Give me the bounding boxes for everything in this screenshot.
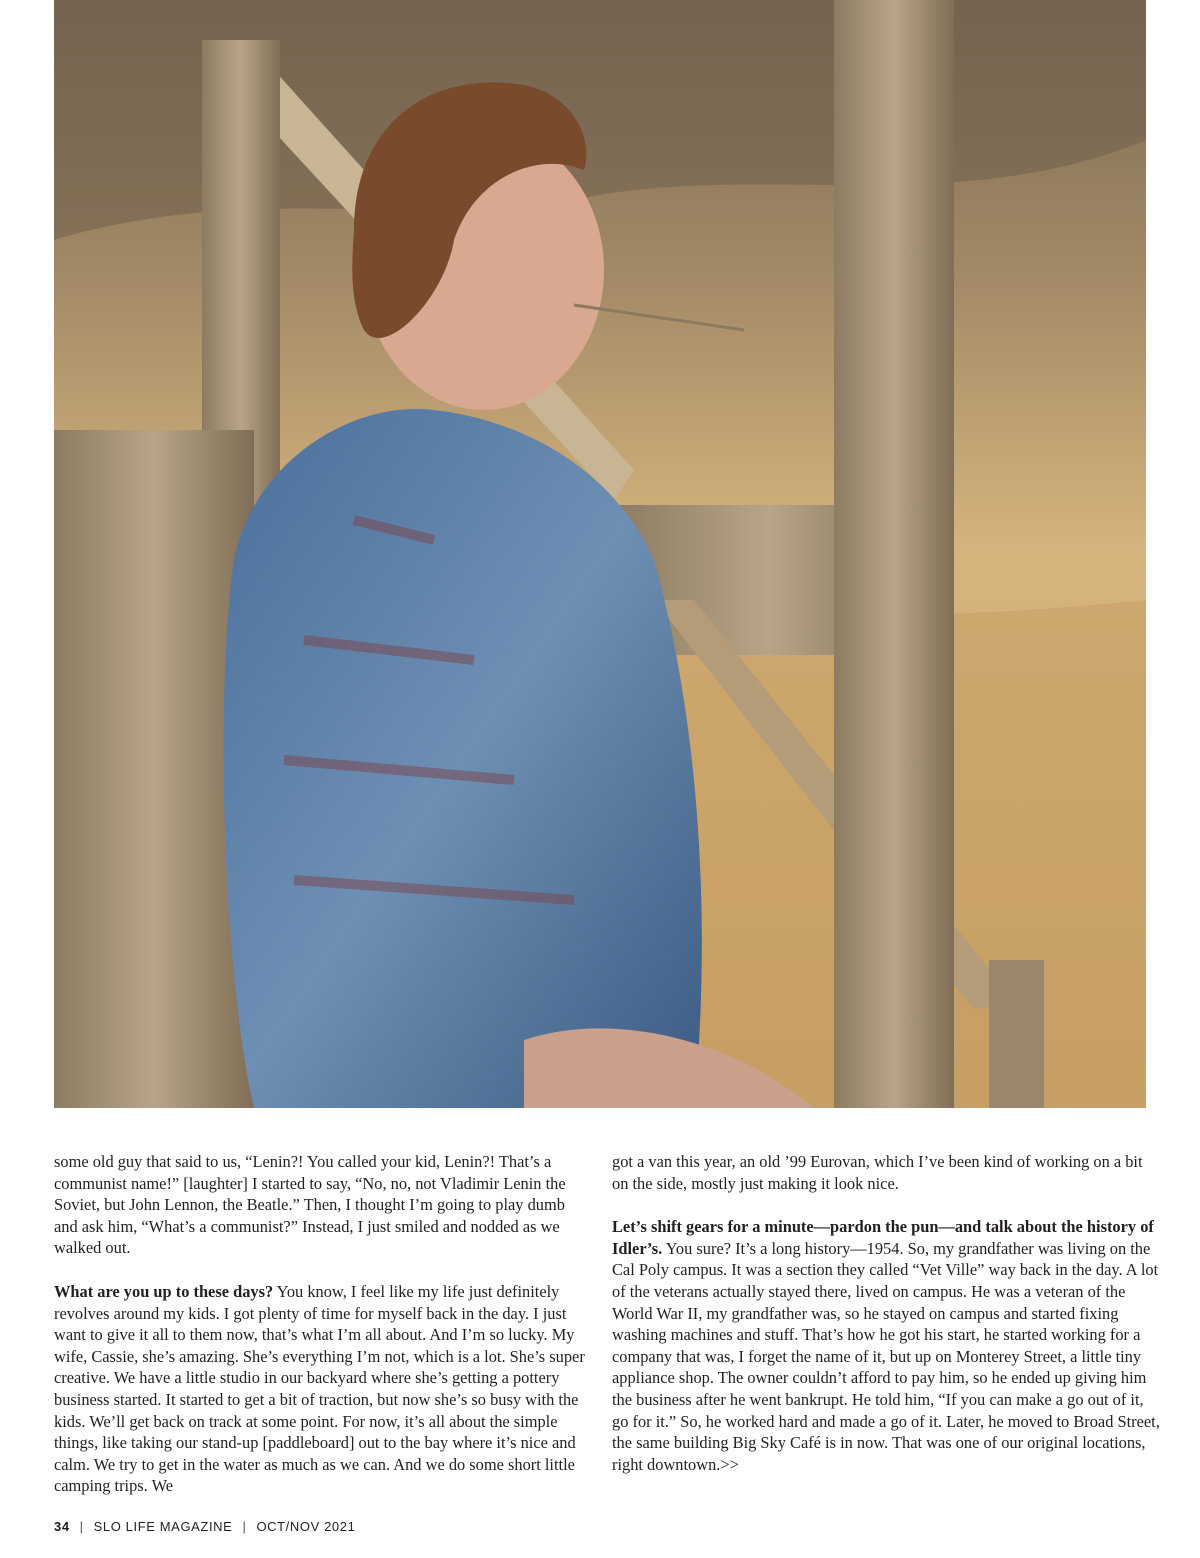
- portrait-photo: [54, 0, 1146, 1108]
- answer-text: got a van this year, an old ’99 Eurovan, which I’ve been kind of working on a bit on the side, mostly just making it look nice.: [612, 1152, 1143, 1193]
- paragraph: [54, 1151, 590, 1259]
- photo-illustration: [54, 0, 1146, 1108]
- magazine-name: SLO LIFE MAGAZINE: [93, 1519, 233, 1534]
- interview-question: Let’s shift gears for a minute—pardon the pun—and talk about the history of Idler’s.: [612, 1217, 1154, 1258]
- paragraph: [612, 1151, 1160, 1194]
- page-number: 34: [54, 1519, 70, 1534]
- footer-divider: |: [79, 1519, 84, 1534]
- page-footer: [54, 1519, 355, 1539]
- article-column-right: [612, 1151, 1160, 1475]
- answer-text: You sure? It’s a long history—1954. So, my grandfather was living on the Cal Poly campus. It was a section they called “Vet Ville” way back in the day. A lot of the veterans actually stayed there, lived on campus. He was a veteran of the World War II, my grandfather was, so he stayed on campus and started fixing washing machines and stuff. That’s how he got his start, he started working for a company that was, I forget the name of it, but up on Monterey Street, a little tiny appliance shop. The owner couldn’t afford to pay him, so he ended up giving him the business after he went bankrupt. He told him, “If you can make a go out of it, go for it.” So, he worked hard and made a go of it. Later, he moved to Broad Street, the same building Big Sky Café is in now. That was one of our original locations, right downtown.: [612, 1238, 1160, 1474]
- footer-divider: |: [242, 1519, 247, 1534]
- interview-question: What are you up to these days?: [54, 1281, 274, 1301]
- qa-paragraph: [612, 1216, 1160, 1475]
- issue-date: OCT/NOV 2021: [256, 1519, 356, 1534]
- answer-text: You know, I feel like my life just definitely revolves around my kids. I got plenty of time for myself back in the day. I just want to give it all to them now, that’s what I’m all about. And I’m so lucky. My wife, Cassie, she’s amazing. She’s everything I’m not, which is a lot. She’s super creative. We have a little studio in our backyard where she’s getting a pottery business started. It started to get a bit of traction, but now she’s so busy with the kids. We’ll get back on track at some point. For now, it’s all about the simple things, like taking our stand-up [paddleboard] out to the bay where it’s nice and calm. We try to get in the water as much as we can. And we do some short little camping trips. We: [54, 1281, 585, 1496]
- continued-mark: >>: [720, 1454, 739, 1474]
- article-column-left: [54, 1151, 590, 1497]
- answer-text: some old guy that said to us, “Lenin?! You called your kid, Lenin?! That’s a communist name!” [laughter] I started to say, “No, no, not Vladimir Lenin the Soviet, but John Lennon, the Beatle.” Then, I thought I’m going to play dumb and ask him, “What’s a communist?” Instead, I just smiled and nodded as we walked out.: [54, 1152, 566, 1258]
- qa-paragraph: [54, 1281, 590, 1497]
